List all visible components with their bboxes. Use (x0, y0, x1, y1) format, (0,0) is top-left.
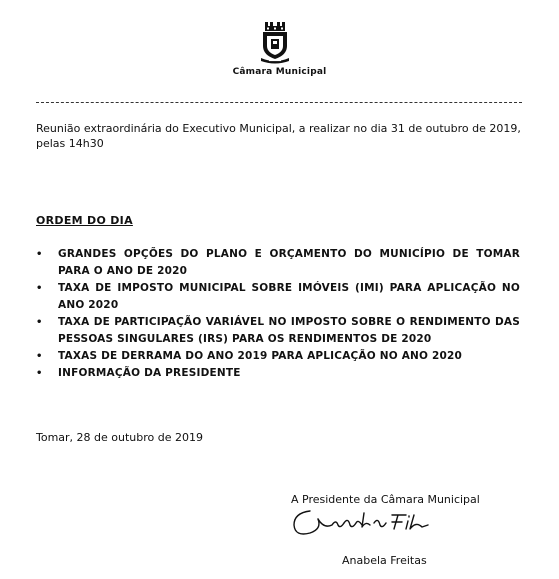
bullet-icon: • (36, 368, 43, 379)
agenda-item-text: INFORMAÇÃO DA PRESIDENTE (58, 367, 241, 379)
bullet-icon: • (36, 317, 43, 328)
agenda-item-text: TAXAS DE DERRAMA DO ANO 2019 PARA APLICAÇÃO NO ANO 2020 (58, 350, 463, 362)
signatory-role: A Presidente da Câmara Municipal (291, 493, 480, 506)
agenda-item (36, 365, 520, 382)
agenda-title: ORDEM DO DIA (36, 214, 133, 227)
meeting-announcement: Reunião extraordinária do Executivo Municipal, a realizar no dia 31 de outubro de 2019, pelas 14h30 (36, 122, 521, 150)
agenda-item (36, 314, 520, 348)
handwritten-signature-icon (288, 503, 438, 543)
organization-name: Câmara Municipal (232, 67, 327, 77)
agenda-item (36, 348, 520, 365)
agenda-item-text: GRANDES OPÇÕES DO PLANO E ORÇAMENTO DO MUNICÍPIO DE TOMAR PARA O ANO DE 2020 (58, 248, 520, 277)
signatory-name: Anabela Freitas (342, 554, 427, 567)
place-and-date: Tomar, 28 de outubro de 2019 (36, 431, 204, 444)
bullet-icon: • (36, 283, 43, 294)
bullet-icon: • (36, 249, 43, 260)
agenda-list (36, 246, 520, 382)
header-divider (36, 102, 522, 103)
agenda-item-text: TAXA DE PARTICIPAÇÃO VARIÁVEL NO IMPOSTO SOBRE O RENDIMENTO DAS PESSOAS SINGULARES (IRS) PARA OS RENDIMENTOS DE 2020 (58, 316, 520, 345)
agenda-item-text: TAXA DE IMPOSTO MUNICIPAL SOBRE IMÓVEIS (IMI) PARA APLICAÇÃO NO ANO 2020 (58, 282, 520, 311)
agenda-item (36, 280, 520, 314)
bullet-icon: • (36, 351, 43, 362)
agenda-item (36, 246, 520, 280)
municipal-crest-icon (258, 20, 292, 64)
